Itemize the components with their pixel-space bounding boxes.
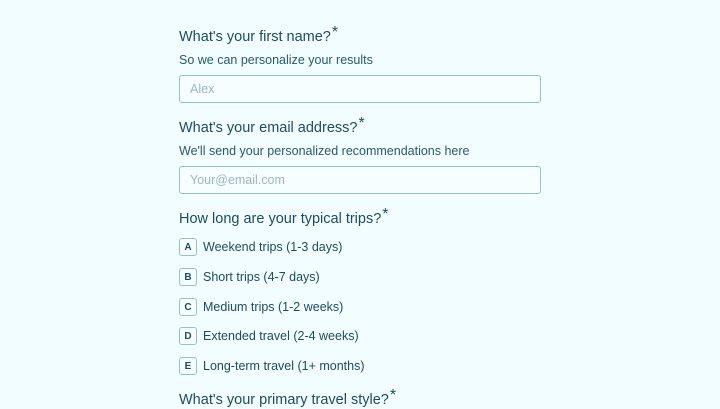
first-name-question-title: What's your first name? — [179, 29, 331, 45]
email-question — [179, 115, 365, 137]
required-asterisk: * — [358, 115, 365, 132]
trip-option-c[interactable] — [179, 297, 343, 317]
email-subtitle: We'll send your personalized recommendations here — [179, 144, 470, 158]
option-label: Extended travel (2-4 weeks) — [203, 329, 359, 343]
option-key-badge: B — [179, 268, 197, 286]
first-name-subtitle: So we can personalize your results — [179, 53, 373, 67]
option-label: Medium trips (1-2 weeks) — [203, 300, 344, 314]
option-label: Short trips (4-7 days) — [203, 270, 320, 284]
option-key-badge: C — [179, 298, 197, 316]
option-key-badge: D — [179, 327, 197, 345]
required-asterisk: * — [389, 387, 397, 404]
first-name-input[interactable] — [179, 75, 541, 103]
trip-option-b[interactable] — [179, 267, 320, 287]
travel-style-question — [179, 387, 397, 409]
required-asterisk: * — [382, 206, 389, 223]
first-name-question — [179, 24, 339, 46]
travel-style-question-title: What's your primary travel style? — [179, 392, 389, 408]
trip-length-question — [179, 206, 389, 228]
option-label: Weekend trips (1-3 days) — [203, 240, 343, 254]
email-question-title: What's your email address? — [179, 120, 358, 136]
email-input[interactable] — [179, 166, 541, 194]
option-key-badge: E — [179, 357, 197, 375]
option-key-badge: A — [179, 238, 197, 256]
trip-option-d[interactable] — [179, 326, 359, 346]
trip-option-e[interactable] — [179, 356, 365, 376]
trip-length-question-title: How long are your typical trips? — [179, 211, 382, 227]
required-asterisk: * — [331, 24, 339, 41]
trip-option-a[interactable] — [179, 237, 342, 257]
option-label: Long-term travel (1+ months) — [203, 359, 365, 373]
